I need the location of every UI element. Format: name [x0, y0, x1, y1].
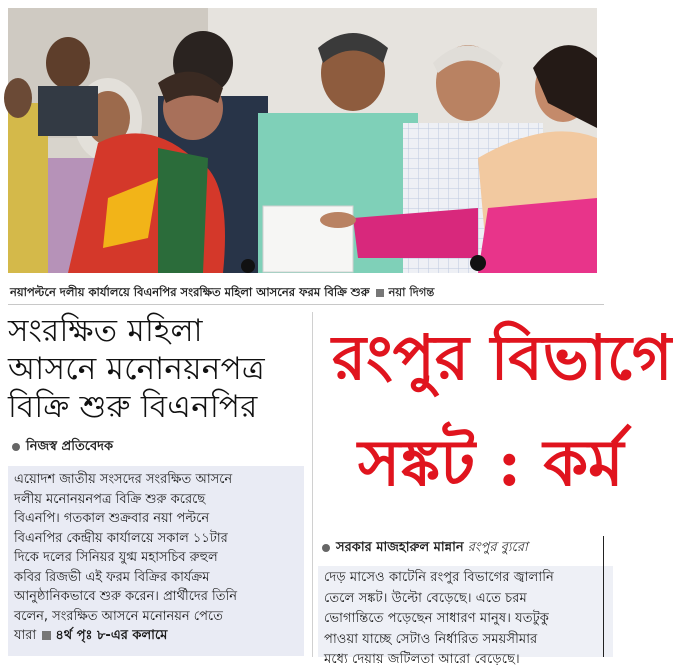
caption-text: নয়াপল্টনে দলীয় কার্যালয়ে বিএনপির সংরক্ষিত মহিলা আসনের ফরম বিক্রি শুরু: [10, 285, 370, 299]
headline-line: সঙ্কট : কর্ম: [358, 426, 624, 501]
left-headline: [8, 312, 304, 426]
byline-text: নিজস্ব প্রতিবেদক: [26, 439, 114, 454]
photo-icon: [8, 8, 597, 273]
body-line: আনুষ্ঠানিকভাবে শুরু করেন। প্রার্থীদের তিনি: [14, 589, 237, 604]
headline-line: রংপুর বিভাগে: [332, 321, 673, 394]
photo-caption: [10, 284, 600, 303]
bullet-icon: [322, 544, 330, 552]
body-line: তেলে সঙ্কট। উল্টো বেড়েছে। এতে চরম: [324, 590, 527, 606]
news-photo: [8, 8, 597, 273]
body-line: এয়োদশ জাতীয় সংসদের সংরক্ষিত আসনে: [14, 472, 233, 487]
continuation-link[interactable]: ৪র্থ পৃঃ ৮-এর কলামে: [55, 628, 168, 643]
byline-name: সরকার মাজহারুল মান্নান: [336, 540, 464, 555]
headline-line: সংরক্ষিত মহিলা: [8, 313, 203, 349]
body-line: দলীয় মনোনয়নপত্র বিক্রি শুরু করেছে: [14, 491, 206, 507]
left-article-body: [8, 466, 304, 656]
byline-location: রংপুর ব্যুরো: [467, 540, 528, 555]
body-line: দিকে দলের সিনিয়র যুগ্ম মহাসচিব রুহুল: [14, 550, 218, 565]
body-line-text: যারা: [14, 628, 37, 643]
square-bullet-icon: [376, 289, 384, 297]
square-bullet-icon: [42, 631, 51, 640]
body-line: বলেন, সংরক্ষিত আসনে মনোনয়ন পেতে: [14, 608, 223, 624]
left-byline: [12, 437, 113, 458]
right-headline: [332, 318, 673, 528]
body-line: ভোগান্তিতে পড়েছেন সাধারণ মানুষ। যতটুকু: [324, 611, 550, 626]
headline-line: বিক্রি শুরু বিএনপির: [8, 389, 258, 425]
caption-source: নয়া দিগন্ত: [388, 285, 435, 299]
body-line: বিএনপি। গতকাল শুক্রবার নয়া পল্টনে: [14, 511, 210, 526]
body-line: পাওয়া যাচ্ছে সেটাও নির্ধারিত সময়সীমার: [324, 631, 538, 647]
bullet-icon: [12, 443, 20, 451]
body-line: দেড় মাসেও কাটেনি রংপুর বিভাগের জ্বালানি: [324, 570, 554, 585]
body-line: মধ্যে দেয়ায় জটিলতা আরো বেড়েছে।: [324, 652, 520, 667]
body-line-last: [14, 626, 300, 646]
headline-line: আসনে মনোনয়নপত্র: [8, 351, 266, 387]
body-line: বিএনপির কেন্দ্রীয় কার্যালয়ে সকাল ১১টার: [14, 530, 228, 546]
right-article-body: [318, 566, 613, 667]
column-divider: [312, 312, 313, 657]
divider: [8, 304, 604, 305]
right-byline: [322, 538, 528, 559]
column-border: [603, 536, 604, 657]
body-line: কবির রিজভী এই ফরম বিক্রির কার্যক্রম: [14, 569, 210, 585]
